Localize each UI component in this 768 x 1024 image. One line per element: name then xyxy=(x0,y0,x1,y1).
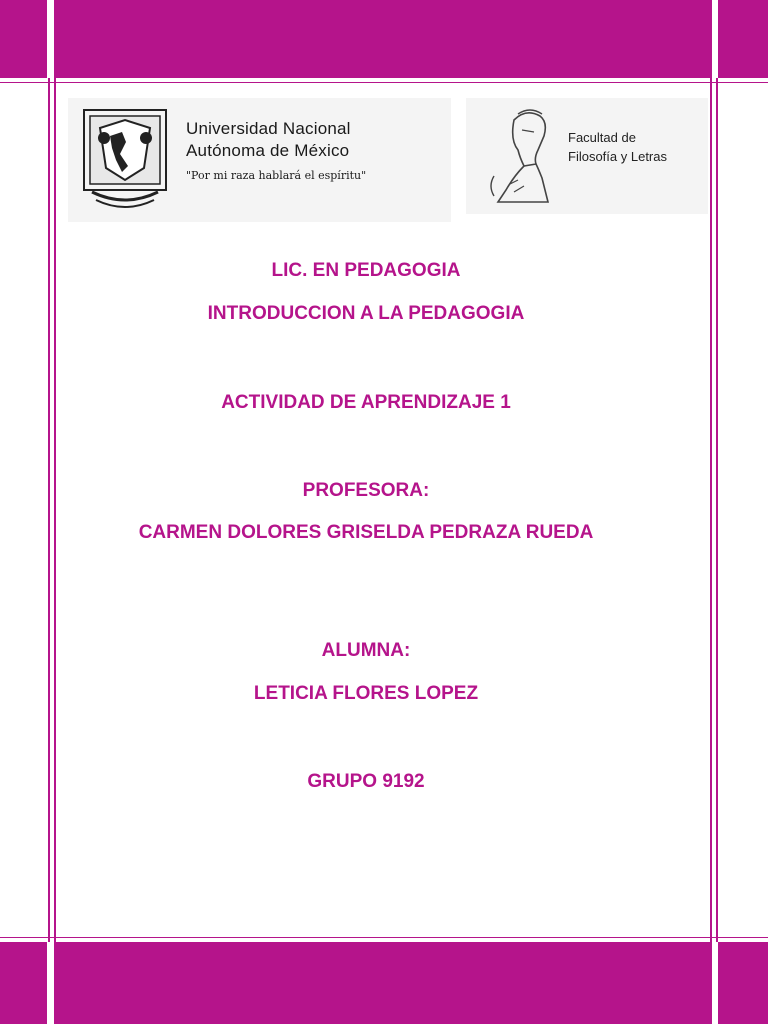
unam-wordmark xyxy=(186,118,366,184)
top-band xyxy=(0,0,768,78)
group-label: GRUPO 9192 xyxy=(307,771,425,792)
program-title: LIC. EN PEDAGOGIA xyxy=(271,260,461,281)
unam-name-line1: Universidad Nacional xyxy=(186,119,351,138)
ffyl-wordmark xyxy=(568,128,667,166)
unam-motto: "Por mi raza hablará el espíritu" xyxy=(186,169,367,182)
left-frame-line xyxy=(48,78,50,942)
top-rule xyxy=(0,82,768,83)
ffyl-logo xyxy=(466,98,708,214)
bottom-rule xyxy=(0,937,768,938)
student-label: ALUMNA: xyxy=(321,640,411,661)
unam-seal-icon xyxy=(82,108,168,214)
athena-helmet-icon xyxy=(484,106,560,206)
professor-name: CARMEN DOLORES GRISELDA PEDRAZA RUEDA xyxy=(138,522,594,543)
professor-label: PROFESORA: xyxy=(302,480,430,501)
unam-name-line2: Autónoma de México xyxy=(186,141,350,160)
student-name: LETICIA FLORES LOPEZ xyxy=(253,683,479,704)
right-frame-line-inner xyxy=(710,0,712,1024)
ffyl-name-line2: Filosofía y Letras xyxy=(568,149,667,164)
bottom-band xyxy=(0,942,768,1024)
left-frame-line-inner xyxy=(54,0,56,1024)
unam-logo xyxy=(68,98,451,222)
activity-title: ACTIVIDAD DE APRENDIZAJE 1 xyxy=(221,392,511,413)
ffyl-name-line1: Facultad de xyxy=(568,130,636,145)
course-title: INTRODUCCION A LA PEDAGOGIA xyxy=(207,303,525,324)
right-frame-line xyxy=(716,78,718,942)
